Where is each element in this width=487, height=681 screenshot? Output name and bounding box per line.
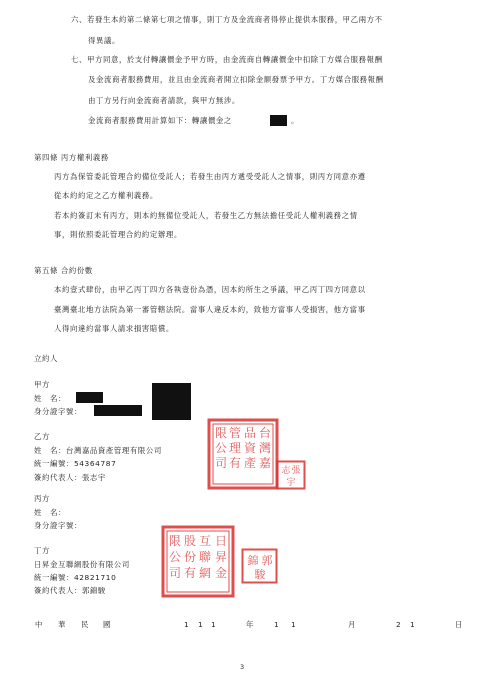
date-year-digit: 1	[184, 620, 190, 629]
redaction-party-a-seal	[152, 383, 191, 420]
representative-seal-d	[241, 548, 278, 584]
date-era-char: 民	[81, 620, 89, 629]
company-seal-b	[207, 418, 279, 490]
svg-text:有: 有	[183, 566, 197, 580]
svg-text:金: 金	[214, 566, 228, 580]
article5-title: 第五條 合約份數	[34, 266, 93, 275]
clause7-line3: 由丁方另行向金流商者請款，與甲方無涉。	[88, 96, 240, 105]
svg-text:管: 管	[228, 426, 242, 440]
article5-line3: 人得向違約當事人請求損害賠償。	[54, 324, 174, 333]
clause7-line2: 及金流商者服務費用，並且由金流商者開立扣除金額發票予甲方。丁方媒合服務報酬	[88, 75, 384, 84]
svg-text:品: 品	[243, 426, 257, 440]
svg-text:網: 網	[198, 566, 212, 580]
svg-text:有: 有	[228, 456, 242, 470]
date-month-unit: 月	[348, 620, 356, 629]
party-d-name: 日昇金互聯網股份有限公司	[34, 560, 130, 569]
clause6-line1: 六、若發生本約第二條第七項之情事，則丁方及金流商者得停止提供本服務，甲乙兩方不	[71, 15, 383, 24]
page-number: 3	[240, 663, 245, 671]
party-a-label: 甲方	[34, 380, 50, 389]
date-era-char: 華	[58, 620, 66, 629]
signing-date	[0, 620, 487, 632]
date-month-digit: 1	[291, 620, 297, 629]
date-year-unit: 年	[246, 620, 254, 629]
redaction-party-a-name	[76, 392, 103, 403]
svg-text:產: 產	[243, 456, 257, 470]
party-b-tax-id: 統一編號：54364787	[34, 459, 117, 468]
article5-line1: 本約壹式肆份，由甲乙丙丁四方各執壹份為憑，因本約所生之爭議，甲乙丙丁四方同意以	[54, 285, 366, 294]
article5-line2: 臺灣臺北地方法院為第一審管轄法院。當事人違反本約，致他方當事人受損害，他方當事	[54, 305, 366, 314]
svg-text:司: 司	[214, 456, 228, 470]
svg-text:昇: 昇	[214, 550, 228, 564]
svg-text:灣: 灣	[258, 441, 272, 455]
party-b-representative: 簽約代表人：張志宇	[34, 473, 106, 482]
svg-text:互: 互	[198, 534, 212, 548]
svg-text:台: 台	[258, 426, 272, 440]
date-year-digit: 1	[198, 620, 204, 629]
date-era-char: 國	[103, 620, 111, 629]
svg-text:限: 限	[214, 426, 228, 440]
party-c-id-label: 身分證字號：	[34, 521, 82, 530]
representative-seal-b	[276, 460, 306, 490]
party-d-representative: 簽約代表人：郭錦駿	[34, 586, 106, 595]
svg-text:宇: 宇	[286, 478, 296, 488]
article4-title: 第四條 丙方權利義務	[34, 153, 109, 162]
date-month-digit: 1	[274, 620, 280, 629]
svg-text:駿: 駿	[254, 568, 266, 581]
clause7-line4-end: 。	[291, 116, 299, 125]
svg-text:張: 張	[291, 466, 301, 476]
svg-text:公: 公	[214, 441, 228, 455]
party-d-label: 丁方	[34, 546, 50, 555]
party-a-name-label: 姓 名：	[34, 394, 66, 403]
article4-line4: 事，則依照委託管理合約約定辦理。	[54, 230, 182, 239]
date-day-digit: 2	[396, 620, 402, 629]
svg-text:理: 理	[228, 441, 242, 455]
svg-text:聯: 聯	[198, 550, 212, 564]
svg-text:公: 公	[168, 550, 182, 564]
svg-text:司: 司	[168, 566, 182, 580]
svg-text:郭: 郭	[261, 554, 273, 567]
signers-heading: 立約人	[34, 354, 58, 363]
date-era-char: 中	[35, 620, 43, 629]
svg-text:志: 志	[281, 466, 291, 476]
svg-text:股: 股	[183, 534, 197, 548]
clause7-line4: 金流商者服務費用計算如下：轉讓價金之	[88, 116, 232, 125]
svg-text:錦: 錦	[247, 554, 259, 567]
svg-text:限: 限	[168, 534, 182, 548]
date-day-digit: 1	[410, 620, 416, 629]
svg-text:日: 日	[214, 534, 228, 548]
article4-line1: 丙方為保管委託管理合約備位受託人；若發生由丙方遞受受託人之情事，則丙方同意亦遵	[54, 172, 366, 181]
redaction-fee-rate	[270, 115, 287, 126]
clause7-line1: 七、甲方同意，於支付轉讓價金予甲方時，由金流商自轉讓價金中扣除丁方媒合服務報酬	[71, 55, 383, 64]
party-c-name-label: 姓 名：	[34, 508, 66, 517]
clause6-line2: 得異議。	[88, 36, 120, 45]
party-a-id-label: 身分證字號：	[34, 407, 82, 416]
party-c-label: 丙方	[34, 494, 50, 503]
redaction-party-a-id	[94, 405, 142, 416]
party-b-name: 姓 名：台灣嘉品資產管理有限公司	[34, 446, 162, 455]
svg-text:份: 份	[183, 550, 197, 564]
article4-line2: 從本約約定之乙方權利義務。	[54, 191, 158, 200]
company-seal-d	[161, 525, 235, 598]
svg-text:資: 資	[243, 441, 257, 455]
party-b-label: 乙方	[34, 432, 50, 441]
party-d-tax-id: 統一編號：42821710	[34, 573, 117, 582]
svg-text:嘉: 嘉	[258, 456, 272, 470]
date-day-unit: 日	[455, 620, 463, 629]
article4-line3: 若本約簽訂未有丙方，則本約無備位受託人，若發生乙方無法擔任受託人權利義務之情	[54, 211, 358, 220]
date-year-digit: 1	[211, 620, 217, 629]
